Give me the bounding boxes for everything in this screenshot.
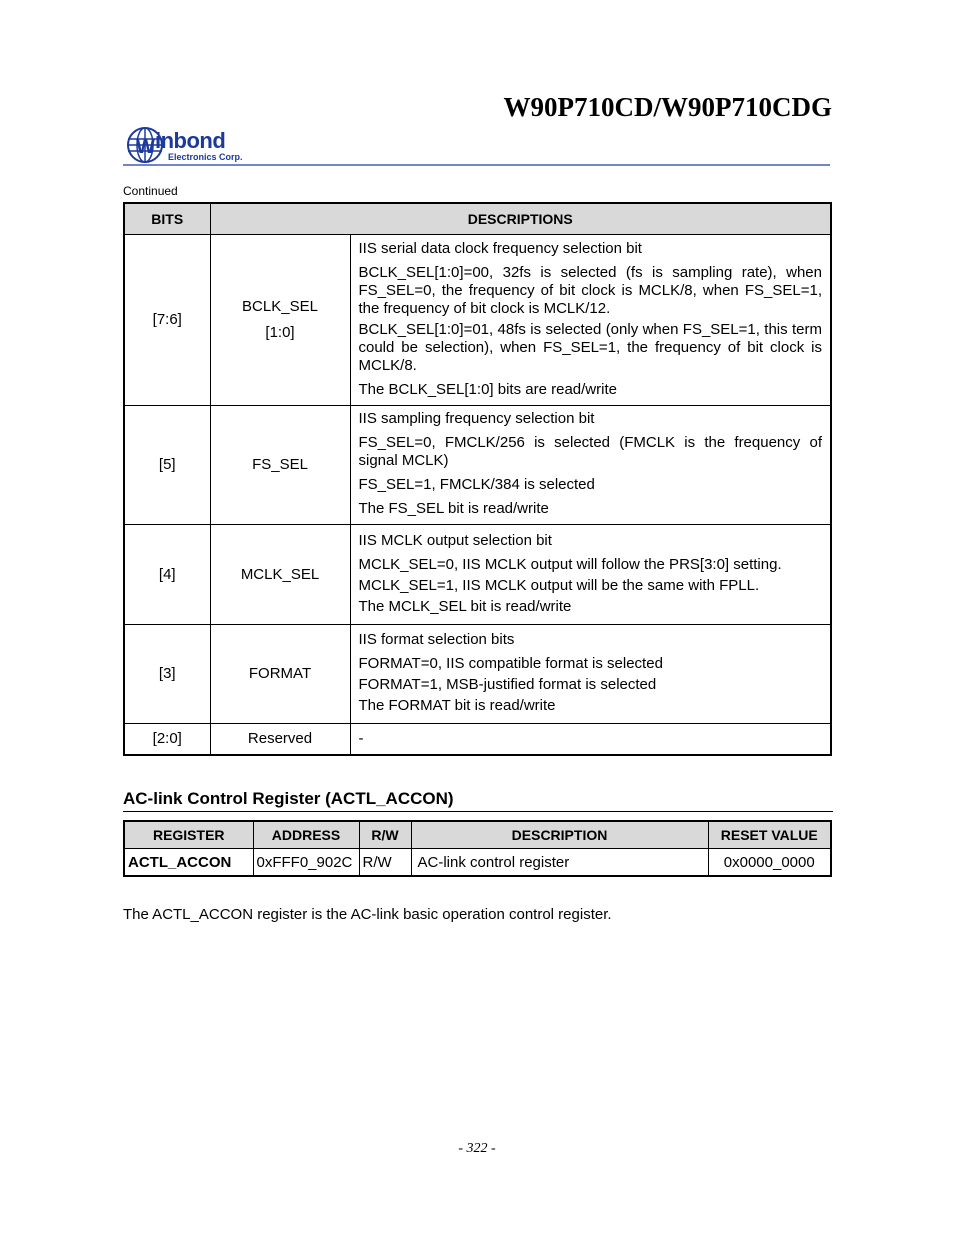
reset-value-header: RESET VALUE [708, 821, 831, 849]
bits-header: BITS [124, 203, 210, 235]
description-line: IIS sampling frequency selection bit [358, 410, 595, 427]
bits-cell: [7:6] [124, 235, 210, 406]
description-cell [350, 235, 831, 406]
description-line: FS_SEL=0, FMCLK/256 is selected (FMCLK is the frequency of signal MCLK) [358, 434, 822, 469]
description-line: MCLK_SEL=0, IIS MCLK output will follow the PRS[3:0] setting. [358, 555, 782, 573]
logo-initial: W [136, 136, 155, 158]
bits-cell: [3] [124, 625, 210, 724]
table-row [124, 406, 831, 525]
logo-subtext: Electronics Corp. [168, 152, 243, 162]
bits-cell: [4] [124, 525, 210, 625]
section-heading: AC-link Control Register (ACTL_ACCON) [123, 789, 833, 812]
description-line: IIS format selection bits [358, 631, 515, 648]
description-cell [350, 625, 831, 724]
field-name-suffix: [1:0] [265, 324, 295, 341]
body-paragraph: The ACTL_ACCON register is the AC-link basic operation control register. [123, 906, 612, 923]
description-line: The MCLK_SEL bit is read/write [358, 597, 572, 615]
description-line: The BCLK_SEL[1:0] bits are read/write [358, 380, 617, 398]
rw-cell: R/W [359, 849, 411, 877]
name-cell: FS_SEL [210, 406, 350, 525]
register-header: REGISTER [124, 821, 253, 849]
continued-label: Continued [123, 184, 178, 198]
field-name: BCLK_SEL [242, 298, 318, 315]
bits-cell: [5] [124, 406, 210, 525]
description-line: FORMAT=0, IIS compatible format is selected [358, 655, 663, 672]
address-cell: 0xFFF0_902C [253, 849, 359, 877]
description-cell: AC-link control register [411, 849, 708, 877]
rw-header: R/W [359, 821, 411, 849]
description-line: IIS MCLK output selection bit [358, 531, 552, 549]
description-line: IIS serial data clock frequency selection bit [358, 239, 642, 257]
table-row [124, 724, 831, 755]
table-header-row [124, 821, 831, 849]
table-row [124, 525, 831, 625]
description-cell [350, 406, 831, 525]
description-line: - [358, 729, 364, 747]
name-cell [210, 235, 350, 406]
descriptions-header: DESCRIPTIONS [210, 203, 831, 235]
winbond-logo [126, 125, 256, 167]
header-rule [123, 164, 830, 166]
address-header: ADDRESS [253, 821, 359, 849]
description-line: MCLK_SEL=1, IIS MCLK output will be the same with FPLL. [358, 576, 760, 594]
document-title: W90P710CD/W90P710CDG [503, 92, 832, 122]
description-line: BCLK_SEL[1:0]=01, 48fs is selected (only when FS_SEL=1, this term could be selection), when FS_SEL=1, the frequency of bit clock is MCLK/8. [358, 320, 822, 374]
description-line: The FS_SEL bit is read/write [358, 500, 549, 517]
reset-value-cell: 0x0000_0000 [708, 849, 831, 877]
bits-cell: [2:0] [124, 724, 210, 755]
name-cell: FORMAT [210, 625, 350, 724]
register-table [123, 820, 832, 877]
table-header-row [124, 203, 831, 235]
table-row [124, 849, 831, 877]
description-cell [350, 724, 831, 755]
bits-table [123, 202, 832, 756]
page-number: - 322 - [458, 1141, 496, 1156]
description-line: FS_SEL=1, FMCLK/384 is selected [358, 476, 595, 493]
logo-wordmark: inbond [155, 128, 226, 153]
name-cell: MCLK_SEL [210, 525, 350, 625]
description-line: FORMAT=1, MSB-justified format is selected [358, 676, 657, 693]
table-row [124, 625, 831, 724]
name-cell: Reserved [210, 724, 350, 755]
description-cell [350, 525, 831, 625]
description-line: The FORMAT bit is read/write [358, 697, 556, 714]
description-line: BCLK_SEL[1:0]=00, 32fs is selected (fs is sampling rate), when FS_SEL=0, the frequency of bit clock is MCLK/8, when FS_SEL=1, the frequency of bit clock is MCLK/12. [358, 263, 822, 317]
description-header: DESCRIPTION [411, 821, 708, 849]
register-cell: ACTL_ACCON [124, 849, 253, 877]
table-row [124, 235, 831, 406]
